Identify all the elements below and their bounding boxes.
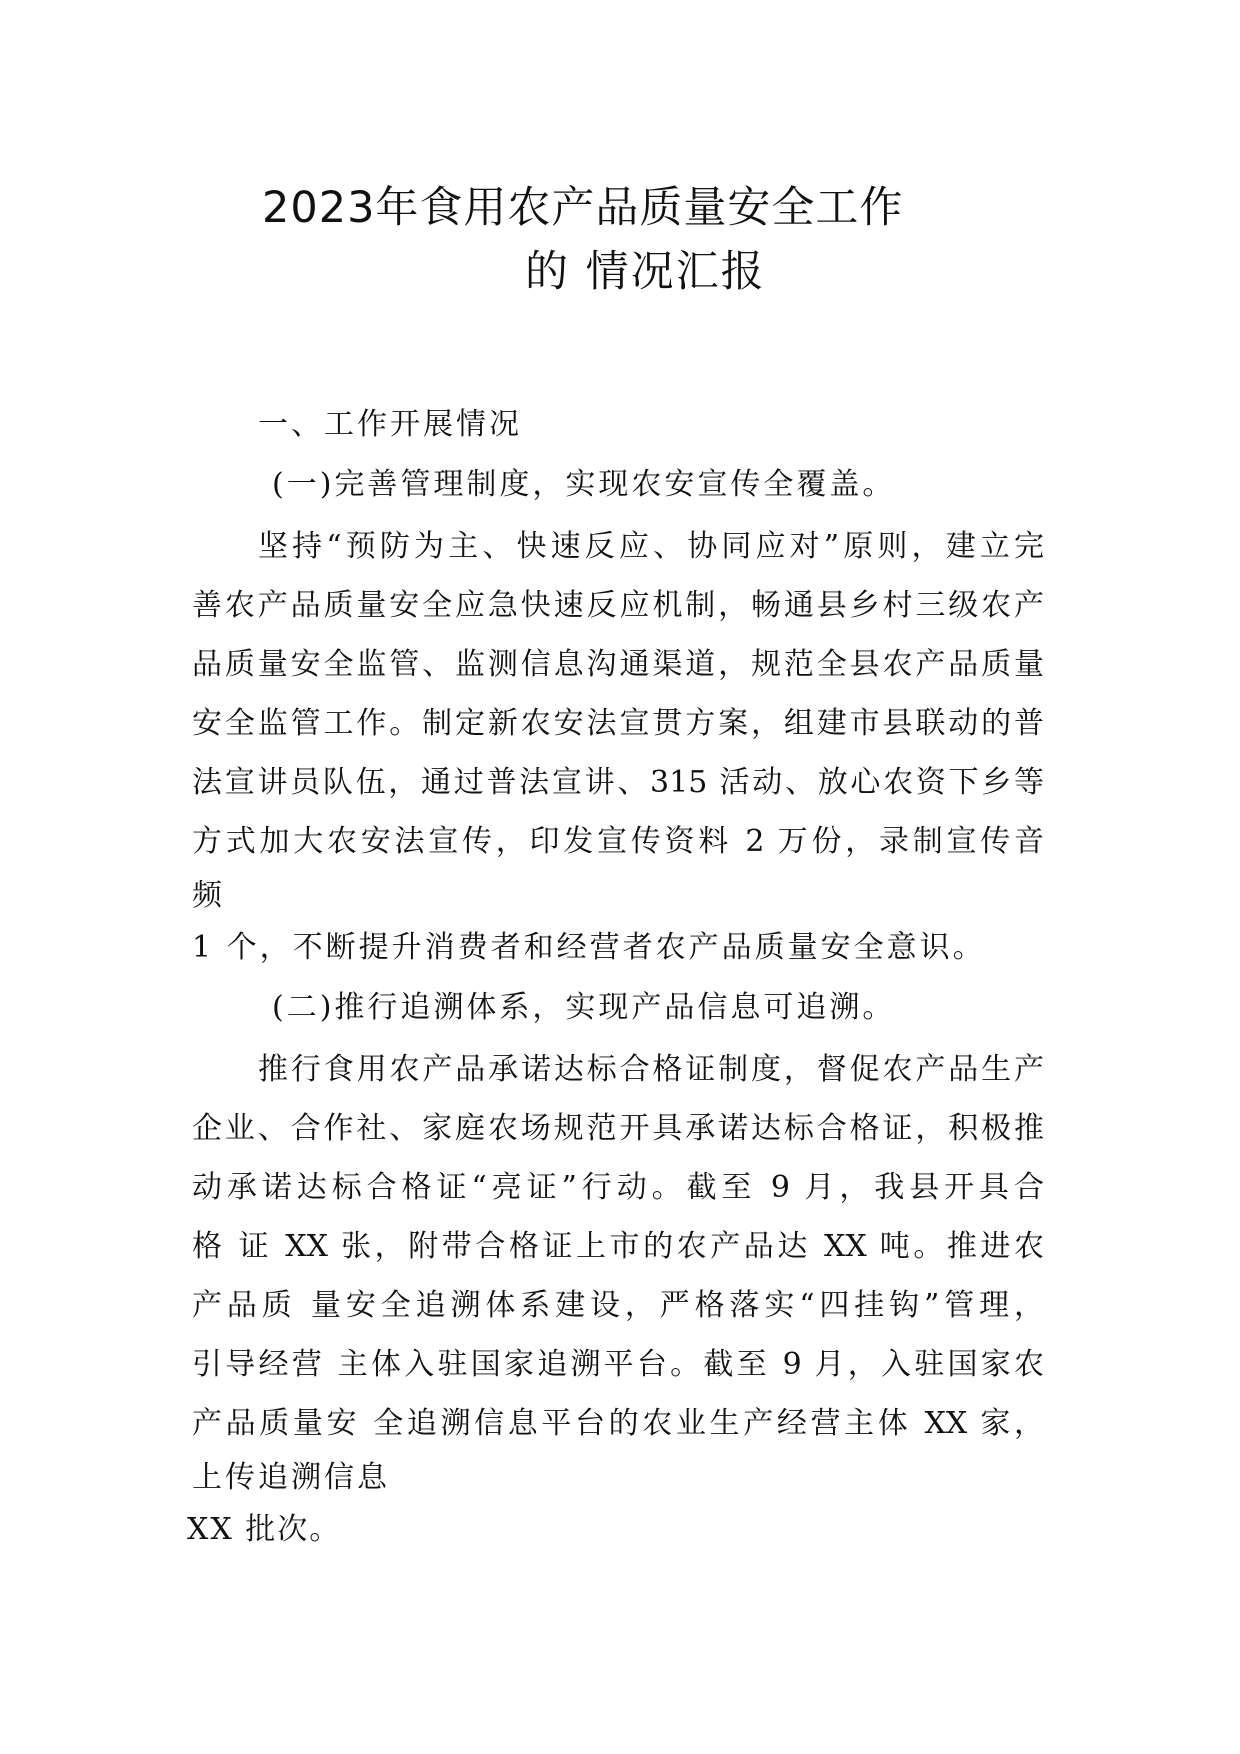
paragraph-2-line: 产品质 量安全追溯体系建设，严格落实“四挂钩”管理， [192, 1288, 1044, 1323]
paragraph-2-line: 企业、合作社、家庭农场规范开具承诺达标合格证，积极推 [192, 1111, 1044, 1146]
paragraph-1-line: 品质量安全监管、监测信息沟通渠道，规范全县农产品质量 [192, 647, 1044, 682]
paragraph-2-line: 产品质量安 全追溯信息平台的农业生产经营主体 XX 家， [192, 1406, 1044, 1441]
paragraph-1-line: 1 个，不断提升消费者和经营者农产品质量安全意识。 [192, 930, 986, 965]
paragraph-2-line: 上传追溯信息 [192, 1460, 390, 1495]
subsection-heading-2: (二)推行追溯体系，实现产品信息可追溯。 [272, 990, 896, 1025]
paragraph-2-line: 格 证 XX 张，附带合格证上市的农产品达 XX 吨。推进农 [192, 1229, 1044, 1264]
paragraph-2-line: 推行食用农产品承诺达标合格证制度，督促农产品生产 [258, 1052, 1044, 1087]
paragraph-2-line: 引导经营 主体入驻国家追溯平台。截至 9 月，入驻国家农 [192, 1347, 1044, 1382]
paragraph-2-line: 动承诺达标合格证“亮证”行动。截至 9 月，我县开具合 [192, 1170, 1044, 1205]
subsection-heading-1: (一)完善管理制度，实现农安宣传全覆盖。 [272, 467, 896, 502]
section-heading-1: 一、工作开展情况 [258, 407, 522, 442]
paragraph-2-line: XX 批次。 [187, 1512, 342, 1547]
paragraph-1-line: 坚持“预防为主、快速反应、协同应对”原则，建立完 [258, 529, 1044, 564]
paragraph-1-line: 善农产品质量安全应急快速反应机制，畅通县乡村三级农产 [192, 588, 1044, 623]
paragraph-1-line: 安全监管工作。制定新农安法宣贯方案，组建市县联动的普 [192, 706, 1044, 741]
document-title-line-1: 2023年食用农产品质量安全工作 [262, 183, 904, 233]
paragraph-1-line: 方式加大农安法宣传，印发宣传资料 2 万份，录制宣传音 [192, 824, 1044, 859]
paragraph-1-line: 频 [192, 878, 222, 913]
document-title-line-2: 的 情况汇报 [525, 247, 766, 297]
paragraph-1-line: 法宣讲员队伍，通过普法宣讲、315 活动、放心农资下乡等 [192, 765, 1044, 800]
